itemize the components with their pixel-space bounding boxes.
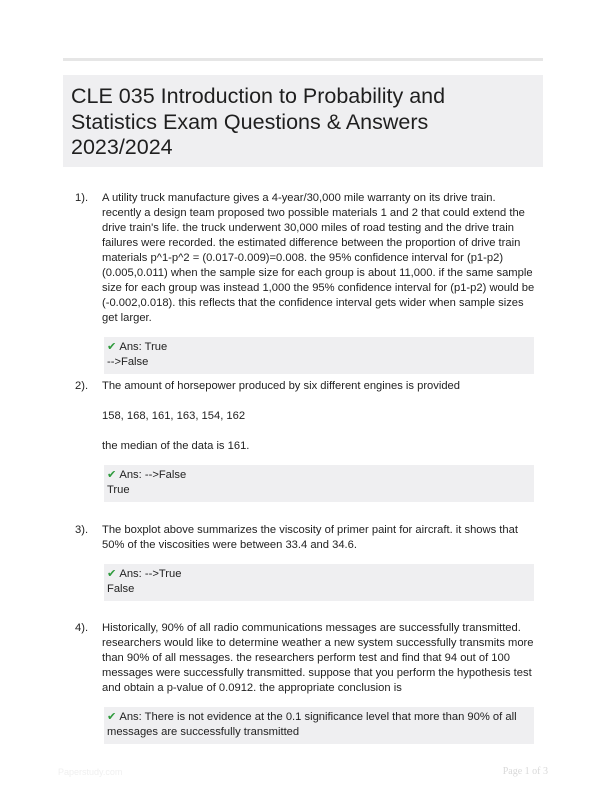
answer-box [104,707,534,744]
question-text: The boxplot above summarizes the viscosity of primer paint for aircraft. it shows that 50% of the viscosities were between 33.4 and 34.6. [102,524,518,551]
question-number: 3). [75,524,89,536]
footer-watermark: Paperstudy.com [58,767,123,777]
answer-line: Ans: -->True [119,568,182,580]
check-icon: ✔ [107,341,117,353]
answer-option: -->False [107,356,149,368]
question-number: 2). [75,380,89,392]
answer-option: True [107,484,130,496]
check-icon: ✔ [107,469,117,481]
answer-line: Ans: -->False [119,469,187,481]
answer-option: False [107,583,135,595]
answer-line: Ans: True [119,341,168,353]
question-text: The amount of horsepower produced by six different engines is provided [102,380,461,392]
question-text: A utility truck manufacture gives a 4-year/30,000 mile warranty on its drive train. recently a design team proposed two possible materials 1 and 2 that could extend the drive train's life. the truck underwent 30,000 miles of road testing and the drive train failures were recorded. the estimated difference between the proportion of drive train materials p^1-p^2 = (0.017-0.009)=0.008. the 95% confidence interval for (p1-p2)(0.005,0.011) when the sample size for each group is about 11,000. if the same sample size for each group was instead 1,000 the 95% confidence interval for (p1-p2) would be (-0.002,0.018). this reflects that the confidence interval gets wider when sample sizes get larger. [102,192,535,324]
document-title: CLE 035 Introduction to Probability and Statistics Exam Questions & Answers 2023/2024 [71,84,446,159]
question-data: 158, 168, 161, 163, 154, 162 [102,410,246,422]
question-1 [75,191,545,374]
answer-box [104,465,534,502]
question-statement: the median of the data is 161. [102,440,250,452]
question-number: 1). [75,192,89,204]
question-2 [75,379,545,502]
question-4 [75,621,545,744]
top-divider [63,58,543,61]
check-icon: ✔ [107,568,117,580]
question-text: Historically, 90% of all radio communications messages are successfully transmitted. researchers would like to determine weather a new system successfully transmits more than 90% of all messages. the researchers perform test and find that 94 out of 100 messages were successfully transmitted. suppose that you perform the hypothesis test and obtain a p-value of 0.0912. the appropriate conclusion is [102,622,534,694]
answer-box [104,337,534,374]
check-icon: ✔ [107,711,117,723]
page-number: Page 1 of 3 [502,766,548,777]
answer-box [104,564,534,601]
question-number: 4). [75,622,89,634]
title-panel [63,75,543,167]
question-3 [75,523,545,601]
answer-line: Ans: There is not evidence at the 0.1 significance level that more than 90% of all messages are successfully transmitted [107,711,517,738]
